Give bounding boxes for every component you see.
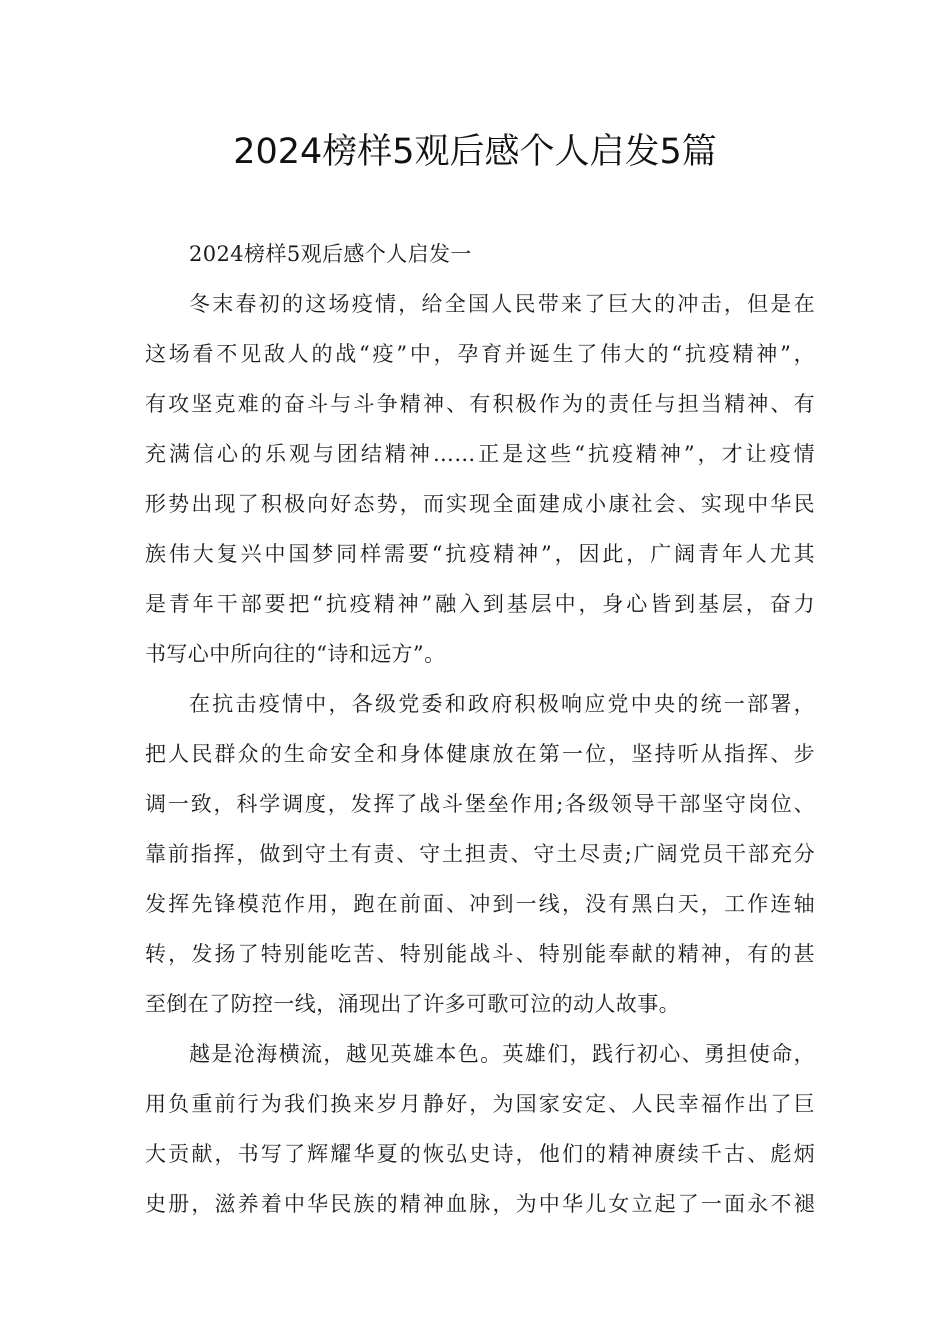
text-line: 冬末春初的这场疫情，给全国人民带来了巨大的冲击，但是在 xyxy=(189,292,815,316)
text-line: 充满信心的乐观与团结精神……正是这些“抗疫精神”，才让疫情 xyxy=(145,442,815,466)
text-line: 调一致，科学调度，发挥了战斗堡垒作用;各级领导干部坚守岗位、 xyxy=(145,792,815,816)
text-line: 大贡献，书写了辉耀华夏的恢弘史诗，他们的精神赓续千古、彪炳 xyxy=(145,1142,815,1166)
text-line: 用负重前行为我们换来岁月静好，为国家安定、人民幸福作出了巨 xyxy=(145,1092,815,1116)
text-line: 把人民群众的生命安全和身体健康放在第一位，坚持听从指挥、步 xyxy=(145,742,815,766)
text-line: 至倒在了防控一线，涌现出了许多可歌可泣的动人故事。 xyxy=(145,992,680,1016)
text-line: 有攻坚克难的奋斗与斗争精神、有积极作为的责任与担当精神、有 xyxy=(145,392,815,416)
document-title: 2024榜样5观后感个人启发5篇 xyxy=(233,132,717,172)
text-line: 发挥先锋模范作用，跑在前面、冲到一线，没有黑白天，工作连轴 xyxy=(145,892,815,916)
text-line: 越是沧海横流，越见英雄本色。英雄们，践行初心、勇担使命， xyxy=(189,1042,815,1066)
text-line: 形势出现了积极向好态势，而实现全面建成小康社会、实现中华民 xyxy=(145,492,815,516)
text-line: 在抗击疫情中，各级党委和政府积极响应党中央的统一部署， xyxy=(189,692,815,716)
text-line: 是青年干部要把“抗疫精神”融入到基层中，身心皆到基层，奋力 xyxy=(145,592,815,616)
text-line: 靠前指挥，做到守土有责、守土担责、守土尽责;广阔党员干部充分 xyxy=(145,842,815,866)
text-line: 这场看不见敌人的战“疫”中，孕育并诞生了伟大的“抗疫精神”， xyxy=(145,342,815,366)
text-line: 转，发扬了特别能吃苦、特别能战斗、特别能奉献的精神，有的甚 xyxy=(145,942,815,966)
text-line: 族伟大复兴中国梦同样需要“抗疫精神”，因此，广阔青年人尤其 xyxy=(145,542,815,566)
document-body xyxy=(145,229,815,1229)
text-line: 书写心中所向往的“诗和远方”。 xyxy=(145,642,446,666)
text-line: 2024榜样5观后感个人启发一 xyxy=(189,242,472,266)
text-line: 史册，滋养着中华民族的精神血脉，为中华儿女立起了一面永不褪 xyxy=(145,1192,815,1216)
